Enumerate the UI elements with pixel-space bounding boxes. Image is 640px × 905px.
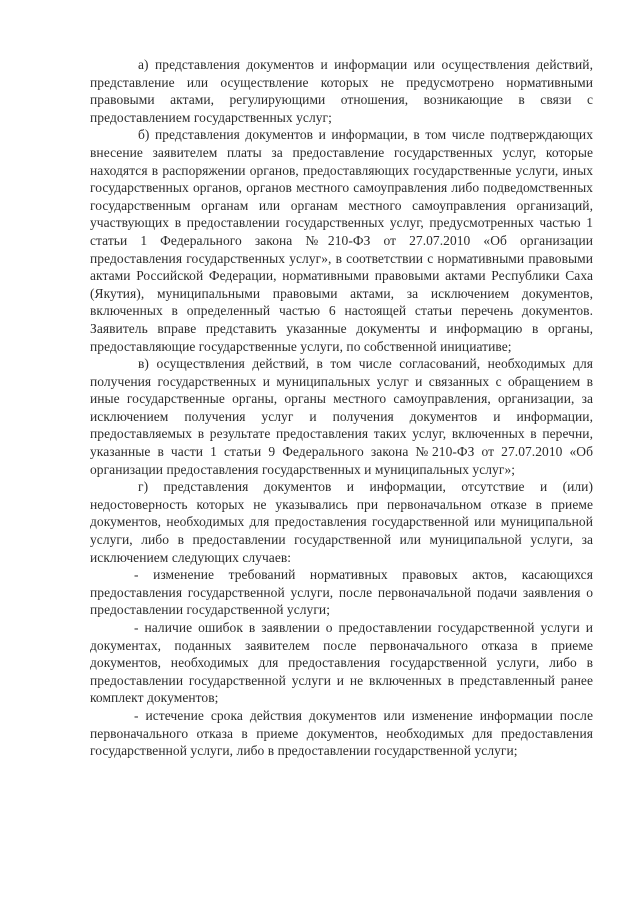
exception-item-1: - изменение требований нормативных правовых актов, касающихся предоставления государственной услуги, после первоначальной подачи заявления о предоставлении государственной услуги; bbox=[90, 567, 593, 618]
exception-item-3: - истечение срока действия документов или изменение информации после первоначального отказа в приеме документов, необходимых для предоставления государственной услуги, либо в предоставлении государственной услуги; bbox=[90, 707, 593, 759]
paragraph-g: г) представления документов и информации, отсутствие и (или) недостоверность которых не указывались при первоначальном отказе в приеме документов, необходимых для предоставления государственной или муниципальной услуги, либо в предоставлении государственной или муниципальной услуги, за исключением следующих случаев: bbox=[90, 479, 593, 565]
document-body bbox=[90, 56, 593, 760]
paragraph-v: в) осуществления действий, в том числе согласований, необходимых для получения государственных и муниципальных услуг и связанных с обращением в иные государственные органы, органы местного самоуправления, организации, за исключением получения услуг и получения документов и информации, предоставляемых в результате предоставления таких услуг, включенных в перечни, указанные в части 1 статьи 9 Федерального закона №210-ФЗ от 27.07.2010 «Об организации предоставления государственных и муниципальных услуг»; bbox=[90, 356, 593, 477]
exception-item-2: - наличие ошибок в заявлении о предоставлении государственной услуги и документах, поданных заявителем после первоначального отказа в приеме документов, необходимых для предоставления государственной услуги, либо в предоставлении государственной услуги и не включенных в представленный ранее комплект документов; bbox=[90, 620, 593, 706]
paragraph-a: а) представления документов и информации или осуществления действий, представление или осуществление которых не предусмотрено нормативными правовыми актами, регулирующими отношения, возникающие в связи с предоставлением государственных услуг; bbox=[90, 57, 593, 125]
paragraph-b: б) представления документов и информации, в том числе подтверждающих внесение заявителем платы за предоставление государственных услуг, которые находятся в распоряжении органов, предоставляющих государственные услуги, иных государственных органов, органов местного самоуправления либо подведомственных государственным органам или органам местного самоуправления организаций, участвующих в предоставлении государственных услуг, предусмотренных частью 1 статьи 1 Федерального закона №210-ФЗ от 27.07.2010 «Об организации предоставления государственных услуг», в соответствии с нормативными правовыми актами Российской Федерации, нормативными правовыми актами Республики Саха (Якутия), муниципальными правовыми актами, за исключением документов, включенных в определенный частью 6 настоящей статьи перечень документов. Заявитель вправе представить указанные документы и информацию в органы, предоставляющие государственные услуги, по собственной инициативе; bbox=[90, 127, 593, 354]
